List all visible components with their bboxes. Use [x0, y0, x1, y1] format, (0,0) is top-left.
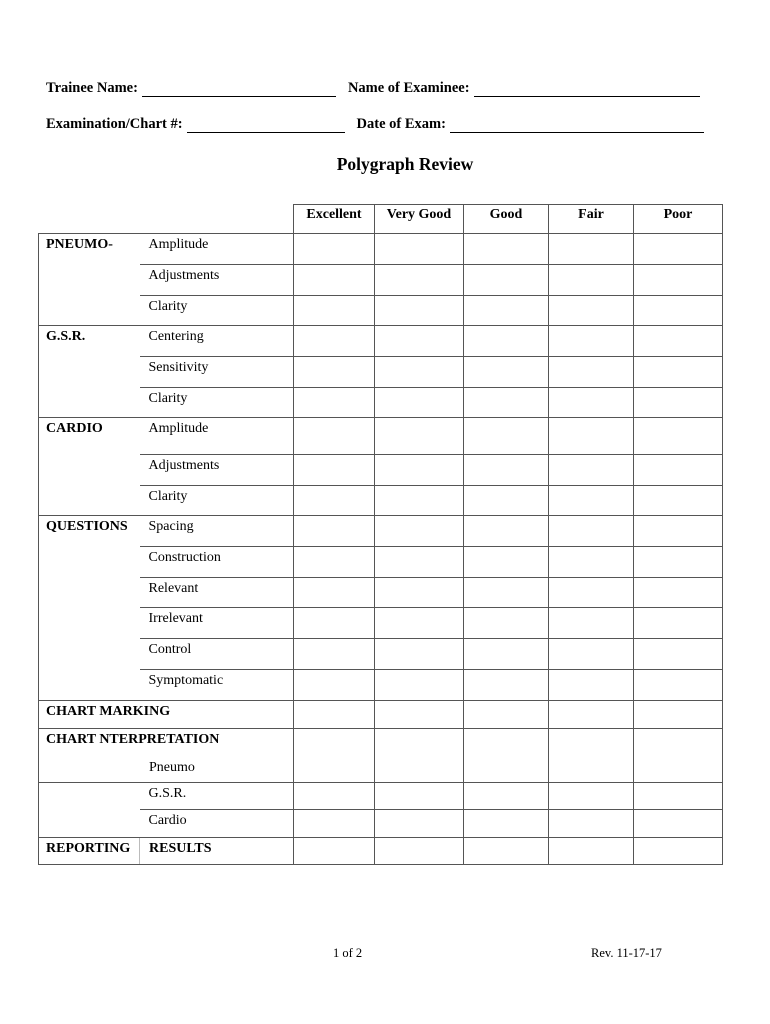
rating-cell[interactable] [634, 296, 723, 326]
table-row [39, 357, 723, 388]
rating-cell[interactable] [375, 234, 464, 265]
item-cardio-clarity: Clarity [148, 489, 188, 504]
rating-cell[interactable] [464, 810, 549, 838]
rating-cell[interactable] [375, 547, 464, 578]
table-row [39, 838, 723, 865]
rating-cell[interactable] [549, 578, 634, 608]
category-questions: QUESTIONS [46, 519, 128, 534]
rating-cell[interactable] [375, 388, 464, 418]
table-row [39, 326, 723, 357]
rating-cell[interactable] [549, 516, 634, 547]
page-title: Polygraph Review [336, 154, 474, 174]
rating-cell[interactable] [464, 838, 549, 865]
rating-cell[interactable] [294, 326, 375, 357]
examinee-name-label: Name of Examinee: [347, 80, 470, 96]
rating-cell[interactable] [549, 639, 634, 670]
chart-number-label: Examination/Chart #: [46, 116, 183, 132]
rating-cell[interactable] [634, 783, 723, 810]
rating-cell[interactable] [294, 701, 375, 729]
rating-cell[interactable] [549, 838, 634, 865]
rating-cell[interactable] [375, 701, 464, 729]
rating-cell[interactable] [294, 783, 375, 810]
rating-cell[interactable] [634, 639, 723, 670]
table-row [39, 729, 723, 783]
rating-cell[interactable] [634, 455, 723, 486]
chart-number-field[interactable] [187, 118, 345, 133]
table-row [39, 234, 723, 265]
rating-header-fair: Fair [549, 205, 634, 234]
table-row [39, 418, 723, 455]
rating-cell[interactable] [294, 486, 375, 516]
rating-cell[interactable] [464, 326, 549, 357]
examinee-name-field[interactable] [474, 82, 700, 97]
rating-cell[interactable] [464, 701, 549, 729]
rating-cell[interactable] [294, 357, 375, 388]
rating-cell[interactable] [549, 234, 634, 265]
exam-date-field[interactable] [450, 118, 704, 133]
rating-cell[interactable] [464, 608, 549, 639]
rating-cell[interactable] [549, 296, 634, 326]
trainee-name-label: Trainee Name: [46, 80, 138, 96]
item-questions-spacing: Spacing [148, 519, 194, 534]
rating-cell[interactable] [294, 418, 375, 455]
item-gsr-centering: Centering [148, 329, 204, 344]
item-gsr-sensitivity: Sensitivity [148, 360, 209, 375]
rating-cell[interactable] [634, 838, 723, 865]
rating-cell[interactable] [464, 670, 549, 701]
rating-cell[interactable] [294, 639, 375, 670]
rating-cell[interactable] [549, 701, 634, 729]
table-row [39, 670, 723, 701]
rating-cell[interactable] [549, 418, 634, 455]
rating-cell[interactable] [294, 670, 375, 701]
category-reporting: REPORTING [46, 841, 131, 856]
rating-header-poor: Poor [634, 205, 723, 234]
rating-cell[interactable] [464, 265, 549, 296]
rating-cell[interactable] [464, 729, 549, 783]
item-interpretation-pneumo: Pneumo [149, 760, 195, 775]
rating-cell[interactable] [549, 547, 634, 578]
item-cardio-adjustments: Adjustments [148, 458, 220, 473]
category-cardio: CARDIO [46, 421, 103, 436]
rating-cell[interactable] [375, 838, 464, 865]
rating-cell[interactable] [464, 357, 549, 388]
exam-date-label: Date of Exam: [356, 116, 446, 132]
rating-cell[interactable] [634, 486, 723, 516]
rating-cell[interactable] [549, 455, 634, 486]
category-pneumo: PNEUMO- [46, 237, 113, 252]
rating-cell[interactable] [375, 265, 464, 296]
rating-cell[interactable] [549, 357, 634, 388]
table-row [39, 701, 723, 729]
rating-cell[interactable] [634, 810, 723, 838]
table-row [39, 547, 723, 578]
table-row [39, 388, 723, 418]
rating-cell[interactable] [464, 547, 549, 578]
trainee-name-field[interactable] [142, 82, 336, 97]
rating-cell[interactable] [634, 578, 723, 608]
item-pneumo-adjustments: Adjustments [148, 268, 220, 283]
rating-cell[interactable] [464, 516, 549, 547]
item-questions-symptomatic: Symptomatic [148, 673, 224, 688]
category-gsr: G.S.R. [46, 329, 86, 344]
rating-cell[interactable] [294, 608, 375, 639]
rating-cell[interactable] [294, 296, 375, 326]
rating-cell[interactable] [375, 486, 464, 516]
rating-cell[interactable] [464, 639, 549, 670]
item-questions-construction: Construction [148, 550, 221, 565]
rating-cell[interactable] [294, 265, 375, 296]
header-row-1 [46, 80, 712, 97]
rating-cell[interactable] [294, 578, 375, 608]
rating-cell[interactable] [549, 388, 634, 418]
rating-cell[interactable] [294, 810, 375, 838]
rating-cell[interactable] [634, 547, 723, 578]
revision-date: Rev. 11-17-17 [591, 946, 662, 960]
table-row [39, 608, 723, 639]
category-results: RESULTS [149, 841, 212, 856]
rating-cell[interactable] [464, 486, 549, 516]
category-chart-marking: CHART MARKING [46, 704, 171, 719]
rating-cell[interactable] [375, 639, 464, 670]
category-chart-interpretation: CHART NTERPRETATION [46, 732, 220, 747]
rating-cell[interactable] [634, 729, 723, 783]
table-row [39, 455, 723, 486]
rating-cell[interactable] [375, 455, 464, 486]
item-pneumo-clarity: Clarity [148, 299, 188, 314]
item-interpretation-cardio: Cardio [148, 813, 187, 828]
rating-cell[interactable] [634, 608, 723, 639]
rating-cell[interactable] [549, 486, 634, 516]
rating-header-row [39, 205, 723, 234]
rating-cell[interactable] [375, 296, 464, 326]
rating-cell[interactable] [294, 234, 375, 265]
rating-cell[interactable] [294, 729, 375, 783]
rating-cell[interactable] [634, 670, 723, 701]
rating-cell[interactable] [294, 547, 375, 578]
rating-cell[interactable] [375, 578, 464, 608]
rating-cell[interactable] [549, 810, 634, 838]
rating-cell[interactable] [375, 810, 464, 838]
rating-cell[interactable] [464, 234, 549, 265]
rating-cell[interactable] [464, 388, 549, 418]
rating-header-very-good: Very Good [375, 205, 464, 234]
rating-cell[interactable] [634, 516, 723, 547]
table-row [39, 639, 723, 670]
item-interpretation-gsr: G.S.R. [148, 786, 187, 801]
table-row [39, 296, 723, 326]
rating-cell[interactable] [634, 388, 723, 418]
rating-cell[interactable] [464, 455, 549, 486]
table-row [39, 265, 723, 296]
rating-cell[interactable] [375, 516, 464, 547]
header-row-2 [46, 116, 716, 133]
rating-cell[interactable] [634, 234, 723, 265]
table-row [39, 578, 723, 608]
rating-cell[interactable] [464, 418, 549, 455]
page-number: 1 of 2 [333, 946, 363, 960]
item-questions-relevant: Relevant [148, 581, 199, 596]
rating-cell[interactable] [294, 516, 375, 547]
rating-cell[interactable] [375, 783, 464, 810]
item-pneumo-amplitude: Amplitude [148, 237, 209, 252]
rating-cell[interactable] [634, 326, 723, 357]
rating-cell[interactable] [634, 357, 723, 388]
rating-cell[interactable] [464, 783, 549, 810]
rating-cell[interactable] [375, 670, 464, 701]
rating-cell[interactable] [375, 729, 464, 783]
item-cardio-amplitude: Amplitude [148, 421, 209, 436]
rating-header-good: Good [464, 205, 549, 234]
rating-cell[interactable] [375, 357, 464, 388]
rating-cell[interactable] [375, 326, 464, 357]
table-row [39, 783, 723, 810]
rating-cell[interactable] [375, 418, 464, 455]
table-row [39, 516, 723, 547]
rating-cell[interactable] [464, 296, 549, 326]
table-row [39, 810, 723, 838]
rating-header-excellent: Excellent [294, 205, 375, 234]
rating-cell[interactable] [464, 578, 549, 608]
item-questions-irrelevant: Irrelevant [148, 611, 203, 626]
rating-cell[interactable] [294, 455, 375, 486]
rating-cell[interactable] [294, 838, 375, 865]
rating-cell[interactable] [549, 265, 634, 296]
rating-cell[interactable] [634, 701, 723, 729]
rating-cell[interactable] [375, 608, 464, 639]
rating-cell[interactable] [634, 265, 723, 296]
review-table [38, 204, 723, 865]
rating-cell[interactable] [549, 608, 634, 639]
item-gsr-clarity: Clarity [148, 391, 188, 406]
item-questions-control: Control [148, 642, 192, 657]
rating-cell[interactable] [294, 388, 375, 418]
rating-cell[interactable] [549, 783, 634, 810]
rating-cell[interactable] [549, 729, 634, 783]
rating-cell[interactable] [549, 326, 634, 357]
rating-cell[interactable] [634, 418, 723, 455]
rating-cell[interactable] [549, 670, 634, 701]
table-row [39, 486, 723, 516]
